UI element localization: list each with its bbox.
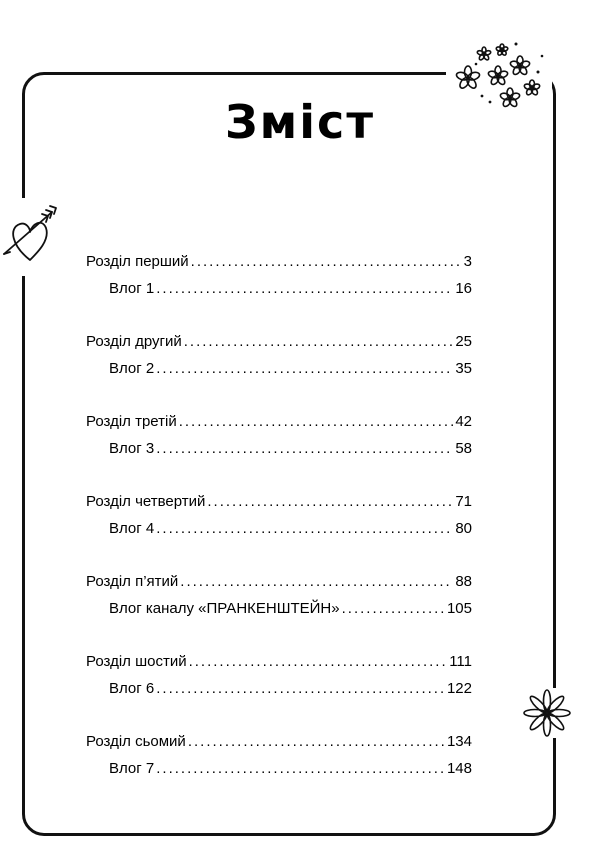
toc-entry-chapter-2[interactable]	[86, 333, 472, 360]
toc-entry-page: 25	[455, 333, 472, 350]
toc-group-5	[86, 573, 472, 627]
toc-entry-vlog-2[interactable]	[86, 360, 472, 387]
toc-entry-page: 42	[455, 413, 472, 430]
toc-group-7	[86, 733, 472, 787]
daisy-icon	[522, 688, 572, 738]
toc-leader-dots	[207, 493, 453, 510]
toc-entry-page: 80	[455, 520, 472, 537]
toc-group-6	[86, 653, 472, 707]
toc-entry-chapter-5[interactable]	[86, 573, 472, 600]
toc-leader-dots	[156, 680, 445, 697]
toc-leader-dots	[156, 520, 453, 537]
toc-entry-page: 71	[455, 493, 472, 510]
toc-entry-page: 122	[446, 680, 472, 697]
toc-entry-label: Розділ сьомий	[86, 733, 186, 750]
page-title: Зміст	[225, 95, 375, 149]
toc-leader-dots	[191, 253, 462, 270]
toc-entry-label: Влог 6	[109, 680, 155, 697]
toc-group-2	[86, 333, 472, 387]
toc-group-3	[86, 413, 472, 467]
toc-entry-label: Влог 2	[109, 360, 155, 377]
toc-leader-dots	[179, 413, 454, 430]
toc-leader-dots	[184, 333, 454, 350]
toc-leader-dots	[189, 653, 448, 670]
toc-entry-page: 134	[446, 733, 472, 750]
toc-leader-dots	[156, 360, 453, 377]
toc-entry-page: 35	[455, 360, 472, 377]
toc-group-4	[86, 493, 472, 547]
toc-entry-label: Розділ перший	[86, 253, 189, 270]
toc-leader-dots	[156, 440, 453, 457]
toc-leader-dots	[156, 280, 453, 297]
toc-entry-chapter-4[interactable]	[86, 493, 472, 520]
toc-entry-page: 3	[463, 253, 472, 270]
toc-entry-chapter-6[interactable]	[86, 653, 472, 680]
toc-entry-label: Розділ шостий	[86, 653, 187, 670]
toc-group-1	[86, 253, 472, 307]
toc-entry-vlog-4[interactable]	[86, 520, 472, 547]
toc-entry-page: 88	[455, 573, 472, 590]
toc-entry-vlog-5[interactable]	[86, 600, 472, 627]
toc-entry-vlog-3[interactable]	[86, 440, 472, 467]
toc-entry-vlog-1[interactable]	[86, 280, 472, 307]
toc-entry-label: Влог 4	[109, 520, 155, 537]
toc-leader-dots	[188, 733, 445, 750]
toc-entry-label: Розділ третій	[86, 413, 177, 430]
toc-entry-page: 58	[455, 440, 472, 457]
toc-entry-page: 148	[446, 760, 472, 777]
toc-leader-dots	[180, 573, 453, 590]
toc-entry-label: Влог каналу «ПРАНКЕНШТЕЙН»	[109, 600, 340, 617]
heart-arrow-icon	[2, 198, 60, 276]
toc-entry-page: 111	[449, 653, 472, 670]
toc-entry-chapter-7[interactable]	[86, 733, 472, 760]
toc-leader-dots	[342, 600, 445, 617]
toc-entry-label: Розділ четвертий	[86, 493, 206, 510]
toc-entry-vlog-7[interactable]	[86, 760, 472, 787]
toc-entry-vlog-6[interactable]	[86, 680, 472, 707]
toc-entry-label: Влог 3	[109, 440, 155, 457]
toc-leader-dots	[156, 760, 445, 777]
toc-entry-label: Розділ п’ятий	[86, 573, 179, 590]
toc-entry-label: Влог 1	[109, 280, 155, 297]
toc-entry-page: 16	[455, 280, 472, 297]
toc-entry-chapter-3[interactable]	[86, 413, 472, 440]
toc-entry-label: Влог 7	[109, 760, 155, 777]
table-of-contents	[86, 253, 472, 813]
toc-entry-page: 105	[446, 600, 472, 617]
toc-entry-chapter-1[interactable]	[86, 253, 472, 280]
toc-entry-label: Розділ другий	[86, 333, 182, 350]
